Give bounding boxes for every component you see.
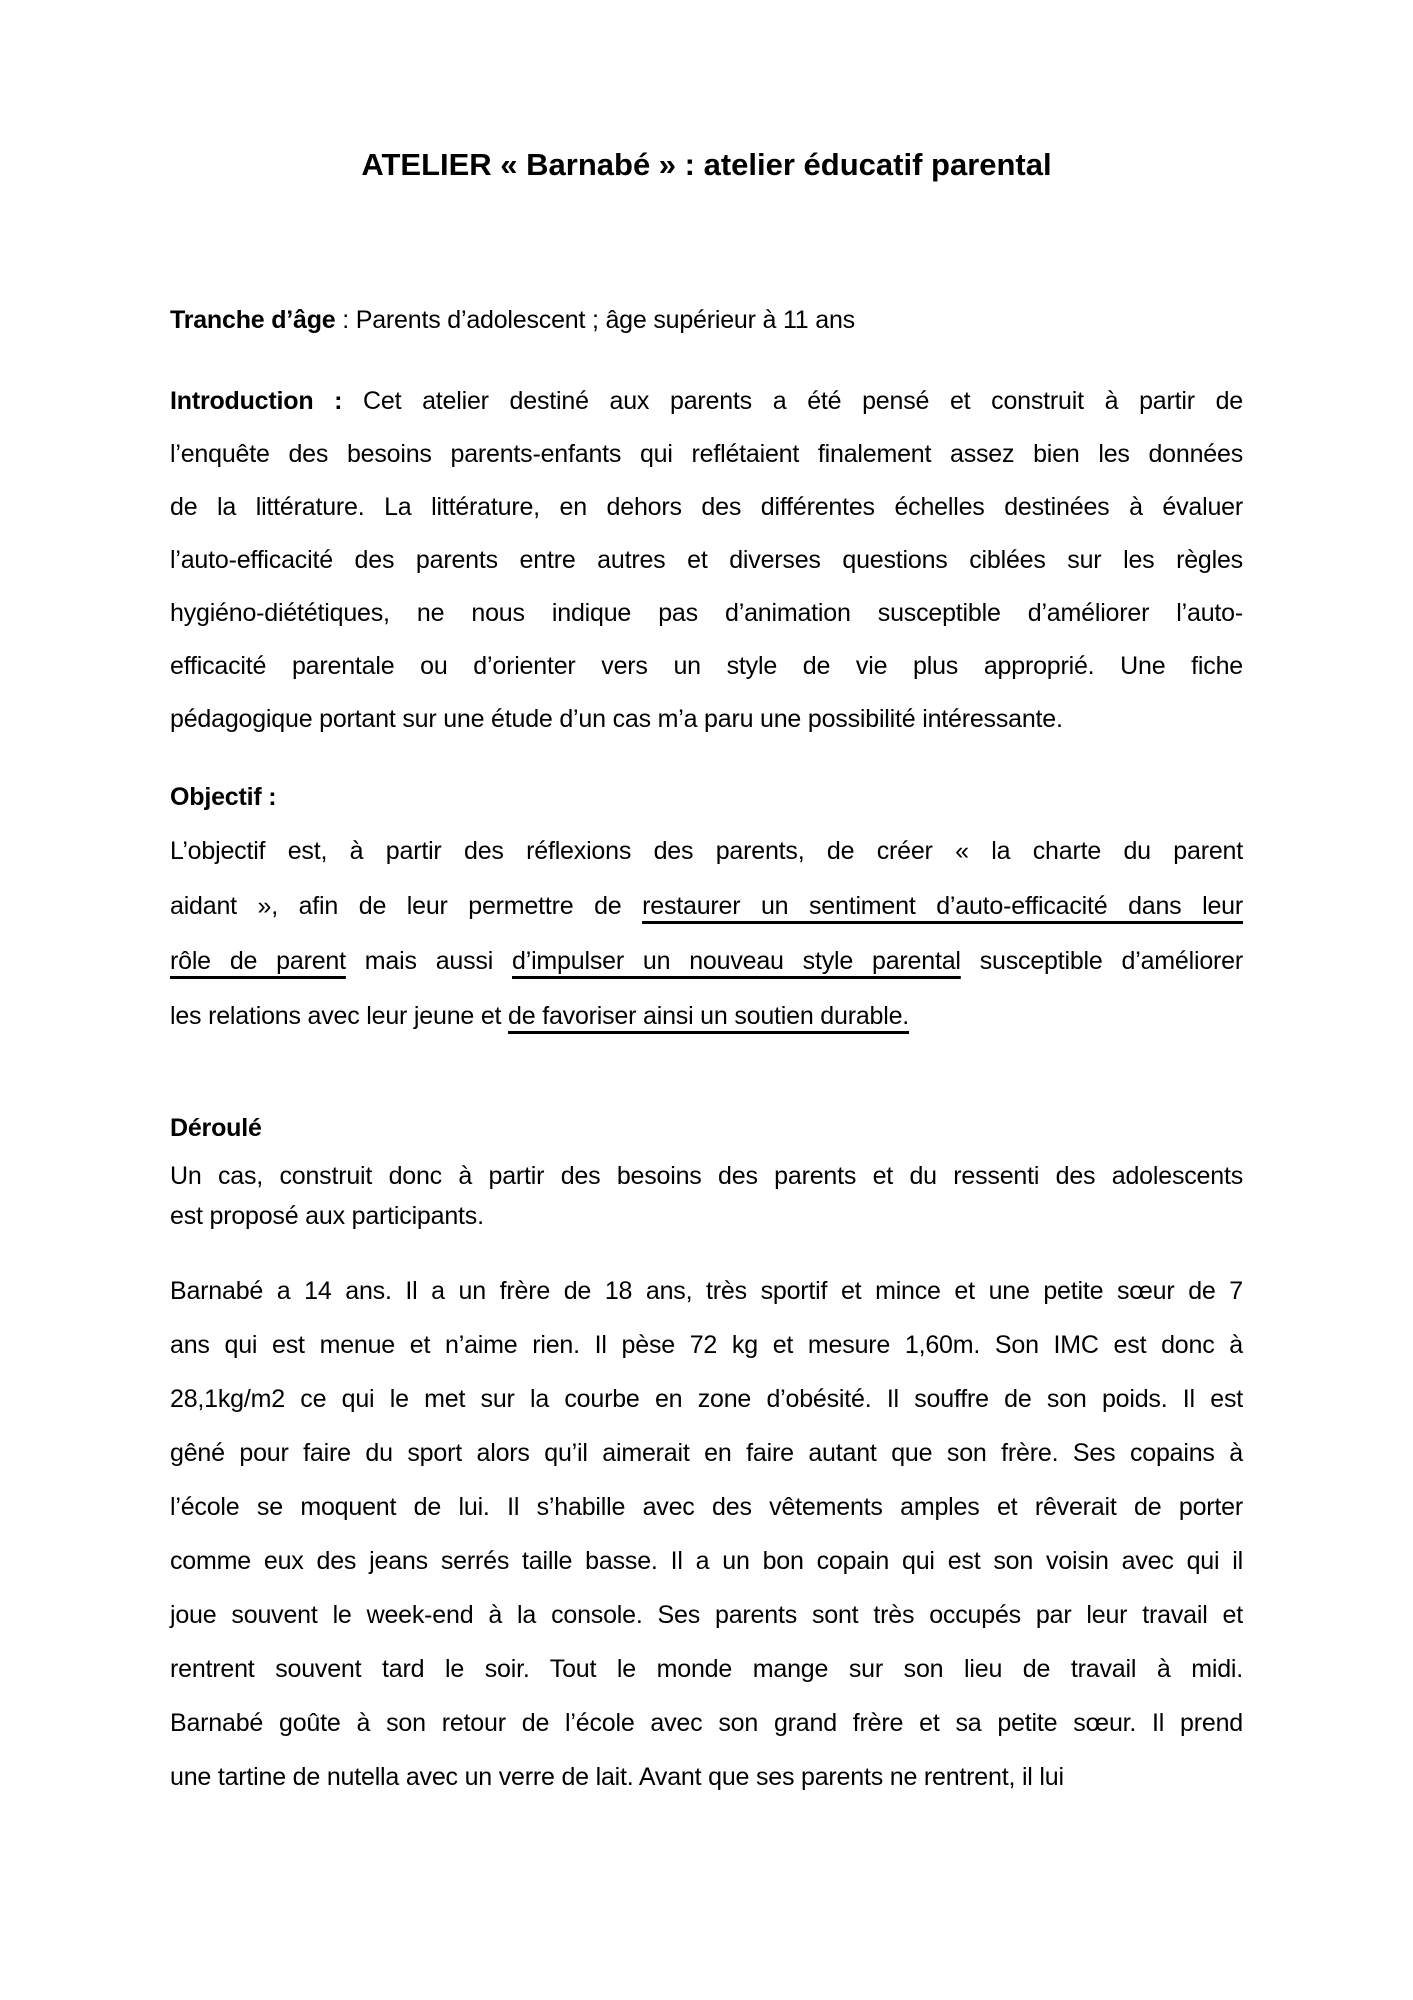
paragraph-deroule-intro [170, 1156, 1243, 1236]
text-run: rôle de parent [170, 947, 346, 975]
text-line [170, 375, 1243, 428]
text-line [170, 1156, 1243, 1196]
text-run: L’objectif est, à partir des réflexions des parents, de créer « la charte du parent [170, 837, 1243, 865]
age-range-line [170, 294, 1243, 347]
text-run: de la littérature. La littérature, en dehors des différentes échelles destinées à évaluer [170, 493, 1243, 521]
text-line [170, 1426, 1243, 1480]
text-line [170, 428, 1243, 481]
text-run: Objectif : [170, 783, 277, 811]
document-title [170, 142, 1243, 188]
text-line [170, 1642, 1243, 1696]
text-line [170, 294, 1243, 347]
text-line [170, 534, 1243, 587]
text-line [170, 1480, 1243, 1534]
document-content [170, 0, 1243, 1804]
heading-deroule [170, 1102, 1243, 1155]
text-line [170, 771, 1243, 824]
text-run: Introduction : [170, 387, 364, 415]
text-line [170, 1588, 1243, 1642]
text-run: pédagogique portant sur une étude d’un cas m’a paru une possibilité intéressante. [170, 705, 1063, 733]
paragraph-case-study [170, 1264, 1243, 1804]
text-run: aidant », afin de leur permettre de [170, 892, 643, 920]
text-run: susceptible d’améliorer [960, 947, 1243, 975]
text-run: : Parents d’adolescent ; âge supérieur à 11 ans [335, 306, 855, 334]
text-run: efficacité parentale ou d’orienter vers un style de vie plus approprié. Une fiche [170, 652, 1243, 680]
text-run: l’enquête des besoins parents-enfants qui reflétaient finalement assez bien les données [170, 440, 1243, 468]
text-run: Cet atelier destiné aux parents a été pensé et construit à partir de [363, 387, 1243, 415]
text-line [170, 587, 1243, 640]
text-line [170, 640, 1243, 693]
text-run: 28,1kg/m2 ce qui le met sur la courbe en zone d’obésité. Il souffre de son poids. Il est [170, 1385, 1243, 1413]
text-line [170, 693, 1243, 746]
text-run: comme eux des jeans serrés taille basse. Il a un bon copain qui est son voisin avec qui il [170, 1547, 1243, 1575]
text-run: gêné pour faire du sport alors qu’il aimerait en faire autant que son frère. Ses copains à [170, 1439, 1243, 1467]
text-line [170, 481, 1243, 534]
text-run: ans qui est menue et n’aime rien. Il pèse 72 kg et mesure 1,60m. Son IMC est donc à [170, 1331, 1243, 1359]
text-run: Un cas, construit donc à partir des besoins des parents et du ressenti des adolescents [170, 1162, 1243, 1190]
text-line [170, 1196, 1243, 1236]
paragraph-objectif [170, 824, 1243, 1044]
text-run: l’auto-efficacité des parents entre autres et diverses questions ciblées sur les règles [170, 546, 1243, 574]
text-line [170, 989, 1243, 1044]
text-run: Tranche d’âge [170, 306, 336, 334]
text-run: l’école se moquent de lui. Il s’habille avec des vêtements amples et rêverait de porter [170, 1493, 1243, 1521]
text-line [170, 1318, 1243, 1372]
text-line [170, 1372, 1243, 1426]
text-run: Barnabé goûte à son retour de l’école avec son grand frère et sa petite sœur. Il prend [170, 1709, 1243, 1737]
text-run: de favoriser ainsi un soutien durable. [508, 1002, 910, 1030]
text-run: mais aussi [345, 947, 513, 975]
text-line [170, 1696, 1243, 1750]
text-run: ATELIER « Barnabé » : atelier éducatif parental [361, 147, 1052, 182]
text-run: les relations avec leur jeune et [170, 1002, 509, 1030]
text-line [170, 934, 1243, 989]
text-run: Déroulé [170, 1114, 262, 1142]
paragraph-introduction [170, 375, 1243, 746]
text-line [170, 1102, 1243, 1155]
text-run: restaurer un sentiment d’auto-efficacité dans leur [642, 892, 1243, 920]
text-line [170, 1534, 1243, 1588]
text-run: hygiéno-diététiques, ne nous indique pas d’animation susceptible d’améliorer l’auto- [170, 599, 1243, 627]
text-run: est proposé aux participants. [170, 1202, 484, 1230]
heading-objectif [170, 771, 1243, 824]
text-run: rentrent souvent tard le soir. Tout le monde mange sur son lieu de travail à midi. [170, 1655, 1243, 1683]
text-run: d’impulser un nouveau style parental [512, 947, 961, 975]
text-run: une tartine de nutella avec un verre de lait. Avant que ses parents ne rentrent, il lui [170, 1763, 1064, 1791]
text-line [170, 142, 1243, 188]
text-run: Barnabé a 14 ans. Il a un frère de 18 ans, très sportif et mince et une petite sœur de 7 [170, 1277, 1243, 1305]
text-run: joue souvent le week-end à la console. Ses parents sont très occupés par leur travail et [170, 1601, 1243, 1629]
text-line [170, 1750, 1243, 1804]
text-line [170, 879, 1243, 934]
text-line [170, 1264, 1243, 1318]
text-line [170, 824, 1243, 879]
